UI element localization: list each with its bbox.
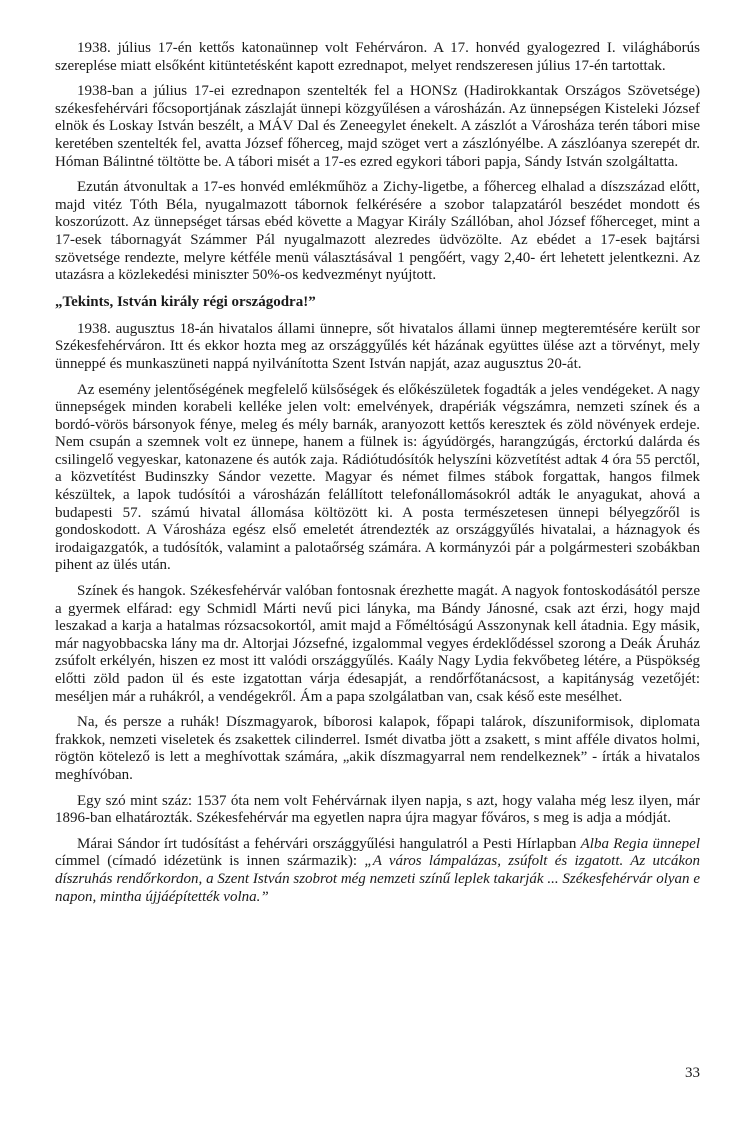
paragraph-6: Színek és hangok. Székesfehérvár valóban fontosnak érezhette magát. A nagyok fontoskodásától persze a gyermek elfárad: egy Schmidl Márti nevű pici lányka, ma Bándy Jánosné, csak azt érzi, hogy majd leszakad a karja a hatalmas rózsacsokortól, amit majd a Főméltóságú Asszonynak kell átadnia. Egy másik, már nagyobbacska lány ma dr. Altorjai Józsefné, izgalommal vegyes érdeklődéssel szorong a Deák Áruház zsúfolt erkélyén, hiszen ez most itt valódi országgyűlés. Kaály Nagy Lydia fekvőbeteg létére, a Püspökség előtti zöld padon ül és este izgatottan várja édesapját, a rendőrfőtanácsost, a kapitányság vezetőjét: meséljen már a ruhákról, a vendégekről. Ám a papa szolgálatban van, csak késő este mesélhet. [55,583,700,705]
paragraph-9-middle: címmel (címadó idézetünk is innen származik): [55,853,365,870]
paragraph-1: 1938. július 17-én kettős katonaünnep volt Fehérváron. A 17. honvéd gyalogezred I. világháborús szereplése miatt elsőként kitüntetésként kapott ezrednapot, melyet rendszeresen július 17-én tartottak. [55,40,700,74]
paragraph-8: Egy szó mint száz: 1537 óta nem volt Fehérvárnak ilyen napja, s azt, hogy valaha még lesz ilyen, már 1896-ban elhatározták. Székesfehérvár ma egyetlen napra újra magyar főváros, s meg is adja a módját. [55,792,700,827]
page-number: 33 [685,1065,700,1081]
page-content [55,40,700,914]
paragraph-5: Az esemény jelentőségének megfelelő külsőségek és előkészületek fogadták a jeles vendégeket. A nagy ünnepségek minden korabeli kelléke jelen volt: emelvények, drapériák végszámra, nemzeti színek és a bordó-vörös bársonyok fénye, meleg és mély barnák, aranyozott kettős keresztek és zöld növények erdeje. Nem csupán a szemnek volt ez ünnepe, hanem a fülnek is: ágyúdörgés, harangzúgás, érctorkú dalárda és csilingelő vegyeskar, katonazene és autók zaja. Rádiótudósítók helyszíni közvetítést adtak 4 óra 55 perctől, a közvetítést Budinszky Sándor vezette. Magyar és német filmes stábok forgattak, hangos filmek készültek, a lapok tudósítói a városházán felállított telefonállomásokról adták le anyagukat, ahová a budapesti 57. számú hivatal állomása költözött ki. A posta természetesen ünnepi bélyegzőről is gondoskodott. A Városháza egész első emeletét átrendezték az országgyűlés hivatalai, a háznagyok és irodaigazgatók, a tudósítók, valamint a palotaőrség számára. A kormányzói pár a polgármesteri szobákban pihent az ülés után. [55,381,700,574]
section-heading: „Tekints, István király régi országodra!” [55,293,316,310]
paragraph-9-lead: Márai Sándor írt tudósítást a fehérvári országgyűlési hangulatról a Pesti Hírlapban [77,835,581,852]
paragraph-7: Na, és persze a ruhák! Díszmagyarok, bíborosi kalapok, főpapi talárok, díszuniformisok, diplomata frakkok, nemzeti viseletek és zsakettek cilinderrel. Ismét divatba jött a zsakett, s mint afféle divatos holmi, rögtön kötelező is lett a meghívottak számára, „akik díszmagyarral nem rendelkeznek” - írták a hivatalos meghívóban. [55,714,700,783]
paragraph-2: 1938-ban a július 17-ei ezrednapon szentelték fel a HONSz (Hadirokkantak Országos Szövetsége) székesfehérvári főcsoportjának zászlaját ünnepi közgyűlésen a városházán. Az ünnepségen Kisteleki József elnök és Loskay István beszélt, a MÁV Dal és Zeneegylet énekelt. A zászlót a Városháza terén tábori mise keretében szentelték fel, avatta József főherceg, majd szöget vert a zászlónyélbe. A zászlóanya szerepét dr. Hóman Bálintné töltötte be. A tábori misét a 17-es ezred egykori tábori papja, Sándy István szolgáltatta. [55,83,700,170]
paragraph-9 [55,836,700,906]
paragraph-3: Ezután átvonultak a 17-es honvéd emlékműhöz a Zichy-ligetbe, a főherceg elhalad a díszszázad előtt, majd vitéz Tóth Béla, nyugalmazott tábornok felkérésére a szobor talapzatáról beszédet mondott és koszorúzott. Az ünnepséget társas ebéd követte a Magyar Király Szállóban, ahol József főherceget, mint a 17-esek tábornagyát Számmer Pál nyugalmazott alezredes üdvözölte. Az ebédet a 17-esek bajtársi szövetsége rendezte, melyre kétféle menü választásával 1 pengőért, vagy 2,40- ért lehetett jelentkezni. Az utazásra a közlekedési miniszter 50%-os kedvezményt nyújtott. [55,179,700,284]
marai-quote: „A város lámpalázas, zsúfolt és izgatott. Az utcákon díszruhás rendőrkordon, a Szent István szobrot még nemzeti színű leplek takarják ... Székesfehérvár olyan e napon, mintha újjáépítették volna.” [55,853,700,905]
paragraph-4: 1938. augusztus 18-án hivatalos állami ünnepre, sőt hivatalos állami ünnep megteremtésére került sor Székesfehérváron. Itt és ekkor hozta meg az országgyűlés két házának együttes ülése azt a törvényt, mely ünneppé és munkaszüneti nappá nyilvánította Szent István napját, azaz augusztus 20-át. [55,320,700,372]
newspaper-article-title: Alba Regia ünnepel [580,835,700,852]
